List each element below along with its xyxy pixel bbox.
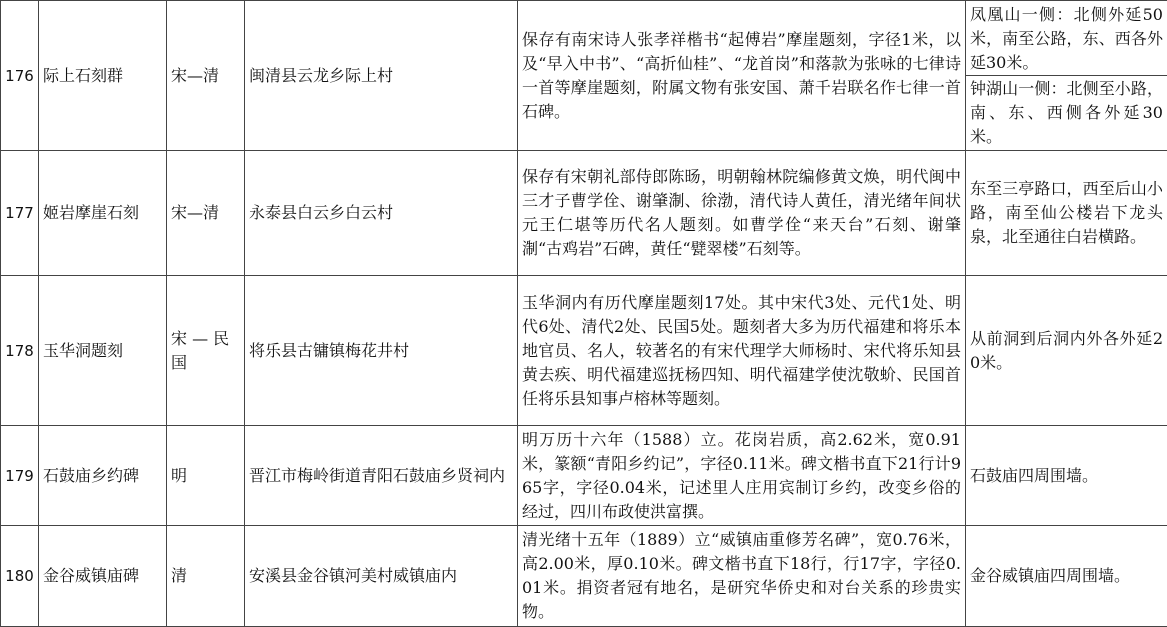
site-location: 晋江市梅岭街道青阳石鼓庙乡贤祠内 xyxy=(245,426,518,526)
site-era: 宋—清 xyxy=(167,151,245,276)
site-description: 保存有宋朝礼部侍郎陈旸，明朝翰林院编修黄文焕，明代闽中三才子曹学佺、谢肇淛、徐渤，清代诗人黄任，清光绪年间状元王仁堪等历代名人题刻。如曹学佺“来天台”石刻、谢肇淛“古鸡岩”石碑，黄任“甓翠楼”石刻等。 xyxy=(518,151,966,276)
row-number: 177 xyxy=(1,151,39,276)
site-name: 际上石刻群 xyxy=(39,1,167,151)
protection-range: 东至三亭路口，西至后山小路，南至仙公楼岩下龙头泉，北至通往白岩横路。 xyxy=(966,151,1167,276)
protection-range: 从前洞到后洞内外各外延20米。 xyxy=(966,276,1167,426)
protection-range-part: 凤凰山一侧：北侧外延50米，南至公路，东、西各外延30米。 xyxy=(970,2,1163,75)
site-description: 清光绪十五年（1889）立“威镇庙重修芳名碑”，宽0.76米，高2.00米，厚0.10米。碑文楷书直下18行，行17字，字径0.01米。捐资者冠有地名，是研究华侨史和对台关系的珍贵实物。 xyxy=(518,526,966,627)
table-row[interactable] xyxy=(1,426,1167,526)
table-row[interactable] xyxy=(1,526,1167,627)
table-row[interactable] xyxy=(1,276,1167,426)
protection-range: 金谷威镇庙四周围墙。 xyxy=(966,526,1167,627)
row-number: 179 xyxy=(1,426,39,526)
site-description: 保存有南宋诗人张孝祥楷书“起傅岩”摩崖题刻，字径1米，以及“早入中书”、“高折仙桂”、“龙首岗”和落款为张咏的七律诗一首等摩崖题刻，附属文物有张安国、萧千岩联名作七律一首石碑。 xyxy=(518,1,966,151)
site-location: 永泰县白云乡白云村 xyxy=(245,151,518,276)
row-number: 180 xyxy=(1,526,39,627)
protection-range: 石鼓庙四周围墙。 xyxy=(966,426,1167,526)
site-name: 玉华洞题刻 xyxy=(39,276,167,426)
site-era: 宋—清 xyxy=(167,1,245,151)
protection-range xyxy=(966,1,1167,151)
site-name: 石鼓庙乡约碑 xyxy=(39,426,167,526)
site-location: 将乐县古镛镇梅花井村 xyxy=(245,276,518,426)
site-location: 闽清县云龙乡际上村 xyxy=(245,1,518,151)
protection-range-part: 钟湖山一侧：北侧至小路，南、东、西侧各外延30米。 xyxy=(966,75,1167,150)
site-era: 宋 — 民国 xyxy=(167,276,245,426)
row-number: 176 xyxy=(1,1,39,151)
site-name: 姬岩摩崖石刻 xyxy=(39,151,167,276)
site-era: 清 xyxy=(167,526,245,627)
site-description: 玉华洞内有历代摩崖题刻17处。其中宋代3处、元代1处、明代6处、清代2处、民国5处。题刻者大多为历代福建和将乐本地官员、名人，较著名的有宋代理学大师杨时、宋代将乐知县黄去疾、明代福建巡抚杨四知、明代福建学使沈敬蚧、民国首任将乐县知事卢榕林等题刻。 xyxy=(518,276,966,426)
table-row[interactable] xyxy=(1,151,1167,276)
site-name: 金谷威镇庙碑 xyxy=(39,526,167,627)
row-number: 178 xyxy=(1,276,39,426)
site-era: 明 xyxy=(167,426,245,526)
table-row[interactable] xyxy=(1,1,1167,151)
site-description: 明万历十六年（1588）立。花岗岩质，高2.62米，宽0.91米，篆额“青阳乡约记”，字径0.11米。碑文楷书直下21行计965字，字径0.04米，记述里人庄用宾制订乡约，改变乡俗的经过，四川布政使洪富撰。 xyxy=(518,426,966,526)
site-location: 安溪县金谷镇河美村威镇庙内 xyxy=(245,526,518,627)
